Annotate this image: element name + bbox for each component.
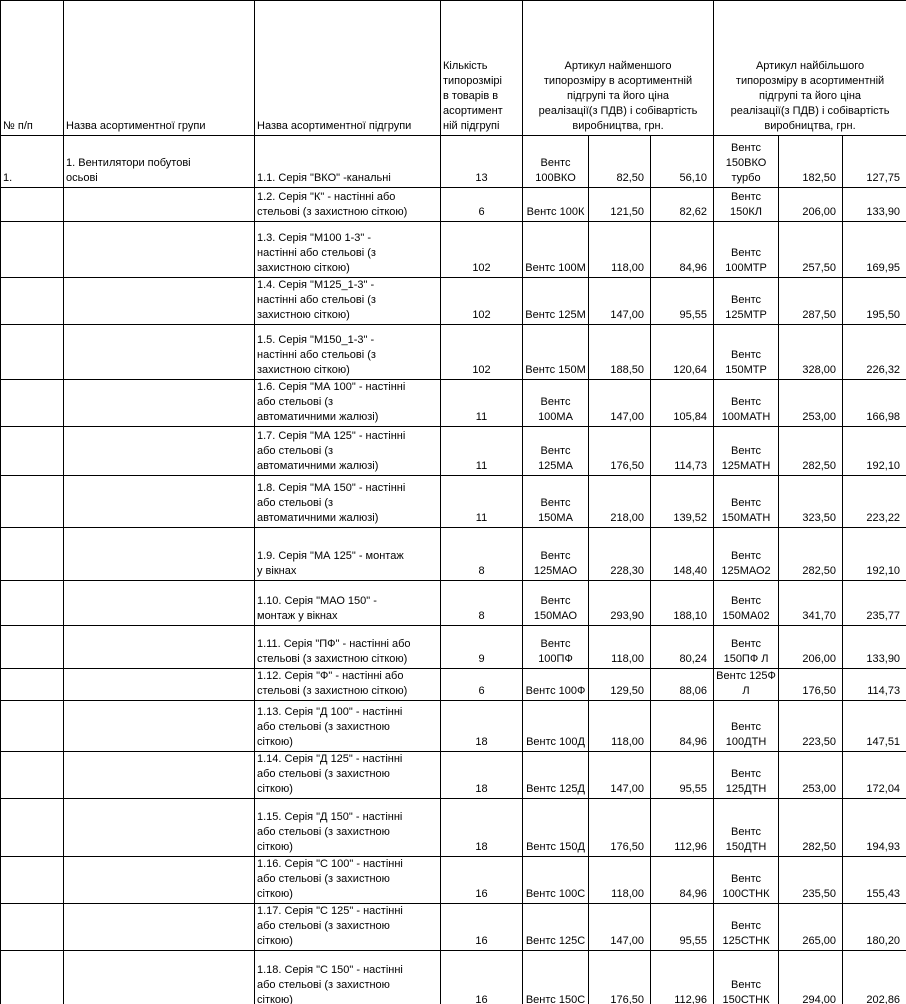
cell-qty: 13	[441, 136, 523, 188]
cell-price-min: 118,00	[589, 857, 651, 904]
cell-price-min: 121,50	[589, 188, 651, 222]
cell-qty: 18	[441, 752, 523, 799]
cell-article-max: Вентс 100МАТН	[714, 380, 779, 427]
cell-cost-min: 84,96	[651, 701, 714, 752]
cell-qty: 18	[441, 799, 523, 857]
cell-subgroup: 1.11. Серія "ПФ" - настінні або стельові (з захистною сіткою)	[255, 626, 441, 669]
cell-article-min: Вентс 100ПФ	[523, 626, 589, 669]
cell-qty: 11	[441, 476, 523, 528]
cell-num	[1, 188, 64, 222]
cell-group	[64, 278, 255, 325]
cell-cost-max: 114,73	[843, 669, 906, 701]
cell-price-min: 218,00	[589, 476, 651, 528]
cell-price-max: 257,50	[779, 222, 843, 278]
cell-cost-max: 169,95	[843, 222, 906, 278]
cell-price-min: 147,00	[589, 278, 651, 325]
cell-cost-max: 223,22	[843, 476, 906, 528]
cell-subgroup: 1.15. Серія "Д 150" - настінні або стельові (з захистною сіткою)	[255, 799, 441, 857]
cell-subgroup: 1.7. Серія "МА 125" - настінні або стельові (з автоматичними жалюзі)	[255, 427, 441, 476]
cell-article-min: Вентс 125М	[523, 278, 589, 325]
cell-num	[1, 626, 64, 669]
cell-price-min: 82,50	[589, 136, 651, 188]
cell-article-max: Вентс 150ПФ Л	[714, 626, 779, 669]
cell-qty: 8	[441, 581, 523, 626]
cell-article-max: Вентс 150ДТН	[714, 799, 779, 857]
cell-num	[1, 278, 64, 325]
table-row	[1, 951, 906, 1004]
cell-subgroup: 1.5. Серія "М150_1-3" - настінні або стельові (з захистною сіткою)	[255, 325, 441, 380]
cell-group	[64, 380, 255, 427]
cell-subgroup: 1.10. Серія "МАО 150" - монтаж у вікнах	[255, 581, 441, 626]
cell-qty: 16	[441, 951, 523, 1004]
cell-article-min: Вентс 100М	[523, 222, 589, 278]
cell-cost-min: 112,96	[651, 799, 714, 857]
cell-price-min: 118,00	[589, 222, 651, 278]
cell-price-min: 228,30	[589, 528, 651, 581]
cell-price-min: 176,50	[589, 799, 651, 857]
cell-subgroup: 1.8. Серія "МА 150" - настінні або стельові (з автоматичними жалюзі)	[255, 476, 441, 528]
cell-num	[1, 581, 64, 626]
cell-price-max: 206,00	[779, 626, 843, 669]
cell-subgroup: 1.18. Серія "С 150" - настінні або стельові (з захистною сіткою)	[255, 951, 441, 1004]
cell-qty: 16	[441, 857, 523, 904]
cell-article-min: Вентс 100МА	[523, 380, 589, 427]
cell-cost-min: 84,96	[651, 222, 714, 278]
table-row	[1, 626, 906, 669]
cell-cost-min: 84,96	[651, 857, 714, 904]
cell-qty: 8	[441, 528, 523, 581]
cell-cost-max: 166,98	[843, 380, 906, 427]
cell-cost-min: 139,52	[651, 476, 714, 528]
cell-price-min: 147,00	[589, 904, 651, 951]
cell-price-min: 147,00	[589, 380, 651, 427]
cell-price-min: 176,50	[589, 427, 651, 476]
cell-article-max: Вентс 150СТНК	[714, 951, 779, 1004]
cell-group	[64, 476, 255, 528]
table-row	[1, 799, 906, 857]
table-row	[1, 701, 906, 752]
cell-qty: 9	[441, 626, 523, 669]
cell-cost-min: 82,62	[651, 188, 714, 222]
cell-group	[64, 528, 255, 581]
cell-qty: 102	[441, 222, 523, 278]
cell-article-max: Вентс 125СТНК	[714, 904, 779, 951]
cell-group	[64, 904, 255, 951]
header-max-article: Артикул найбільшого типорозміру в асортиментній підгрупі та його ціна реалізації(з ПДВ) і собівартість виробництва, грн.	[714, 1, 906, 136]
table-row	[1, 325, 906, 380]
table-row	[1, 427, 906, 476]
cell-price-min: 118,00	[589, 701, 651, 752]
cell-group	[64, 626, 255, 669]
cell-price-min: 129,50	[589, 669, 651, 701]
cell-price-max: 206,00	[779, 188, 843, 222]
cell-price-max: 328,00	[779, 325, 843, 380]
cell-group	[64, 752, 255, 799]
cell-price-min: 188,50	[589, 325, 651, 380]
cell-group: 1. Вентилятори побутові осьові	[64, 136, 255, 188]
cell-article-min: Вентс 100Ф	[523, 669, 589, 701]
cell-subgroup: 1.4. Серія "М125_1-3" - настінні або стельові (з захистною сіткою)	[255, 278, 441, 325]
cell-article-max: Вентс 125МТР	[714, 278, 779, 325]
cell-num	[1, 799, 64, 857]
cell-article-min: Вентс 100С	[523, 857, 589, 904]
cell-article-min: Вентс 150С	[523, 951, 589, 1004]
cell-subgroup: 1.3. Серія "М100 1-3" - настінні або стельові (з захистною сіткою)	[255, 222, 441, 278]
header-num: № п/п	[1, 1, 64, 136]
cell-num: 1.	[1, 136, 64, 188]
table-body	[1, 136, 906, 1004]
cell-qty: 102	[441, 325, 523, 380]
cell-article-max: Вентс 100СТНК	[714, 857, 779, 904]
cell-cost-min: 88,06	[651, 669, 714, 701]
header-row	[1, 1, 906, 136]
cell-group	[64, 427, 255, 476]
cell-cost-min: 80,24	[651, 626, 714, 669]
cell-article-min: Вентс 150МАО	[523, 581, 589, 626]
cell-cost-min: 95,55	[651, 752, 714, 799]
cell-article-min: Вентс 150М	[523, 325, 589, 380]
cell-num	[1, 951, 64, 1004]
cell-cost-min: 56,10	[651, 136, 714, 188]
cell-cost-max: 226,32	[843, 325, 906, 380]
cell-cost-min: 114,73	[651, 427, 714, 476]
table-row	[1, 752, 906, 799]
cell-subgroup: 1.1. Серія "ВКО" -канальні	[255, 136, 441, 188]
cell-num	[1, 857, 64, 904]
cell-article-max: Вентс 100ДТН	[714, 701, 779, 752]
cell-cost-min: 188,10	[651, 581, 714, 626]
table-row	[1, 278, 906, 325]
cell-qty: 11	[441, 427, 523, 476]
cell-article-min: Вентс 100К	[523, 188, 589, 222]
table-row	[1, 528, 906, 581]
cell-group	[64, 857, 255, 904]
cell-article-min: Вентс 125МА	[523, 427, 589, 476]
table-row	[1, 222, 906, 278]
cell-article-min: Вентс 125Д	[523, 752, 589, 799]
header-qty: Кількість типорозмірі в товарів в асортимент ній підгрупі	[441, 1, 523, 136]
cell-subgroup: 1.14. Серія "Д 125" - настінні або стельові (з захистною сіткою)	[255, 752, 441, 799]
cell-cost-min: 95,55	[651, 278, 714, 325]
cell-subgroup: 1.17. Серія "С 125" - настінні або стельові (з захистною сіткою)	[255, 904, 441, 951]
cell-article-max: Вентс 100МТР	[714, 222, 779, 278]
cell-article-min: Вентс 125С	[523, 904, 589, 951]
table-row	[1, 476, 906, 528]
cell-article-min: Вентс 125МАО	[523, 528, 589, 581]
cell-subgroup: 1.13. Серія "Д 100" - настінні або стельові (з захистною сіткою)	[255, 701, 441, 752]
cell-article-min: Вентс 150Д	[523, 799, 589, 857]
cell-price-max: 294,00	[779, 951, 843, 1004]
cell-qty: 6	[441, 669, 523, 701]
cell-group	[64, 951, 255, 1004]
cell-price-max: 182,50	[779, 136, 843, 188]
cell-cost-max: 235,77	[843, 581, 906, 626]
cell-article-max: Вентс 125ДТН	[714, 752, 779, 799]
cell-group	[64, 581, 255, 626]
cell-article-max: Вентс 150МА02	[714, 581, 779, 626]
cell-subgroup: 1.9. Серія "МА 125" - монтаж у вікнах	[255, 528, 441, 581]
cell-num	[1, 476, 64, 528]
cell-cost-min: 112,96	[651, 951, 714, 1004]
cell-cost-max: 133,90	[843, 188, 906, 222]
cell-cost-max: 133,90	[843, 626, 906, 669]
cell-price-max: 253,00	[779, 380, 843, 427]
header-subgroup: Назва асортиментної підгрупи	[255, 1, 441, 136]
cell-num	[1, 427, 64, 476]
cell-cost-max: 202,86	[843, 951, 906, 1004]
cell-article-max: Вентс 150МАТН	[714, 476, 779, 528]
cell-num	[1, 380, 64, 427]
cell-article-max: Вентс 150МТР	[714, 325, 779, 380]
cell-cost-max: 192,10	[843, 528, 906, 581]
cell-price-max: 253,00	[779, 752, 843, 799]
cell-price-max: 282,50	[779, 528, 843, 581]
cell-price-min: 176,50	[589, 951, 651, 1004]
cell-price-max: 265,00	[779, 904, 843, 951]
header-min-article: Артикул найменшого типорозміру в асортиментній підгрупі та його ціна реалізації(з ПДВ) і собівартість виробництва, грн.	[523, 1, 714, 136]
cell-cost-min: 95,55	[651, 904, 714, 951]
cell-subgroup: 1.16. Серія "С 100" - настінні або стельові (з захистною сіткою)	[255, 857, 441, 904]
cell-cost-max: 195,50	[843, 278, 906, 325]
cell-cost-max: 147,51	[843, 701, 906, 752]
cell-price-max: 176,50	[779, 669, 843, 701]
cell-article-max: Вентс 150КЛ	[714, 188, 779, 222]
table-row	[1, 669, 906, 701]
cell-qty: 102	[441, 278, 523, 325]
cell-qty: 6	[441, 188, 523, 222]
cell-subgroup: 1.2. Серія "К" - настінні або стельові (з захистною сіткою)	[255, 188, 441, 222]
cell-article-max: Вентс 125Ф Л	[714, 669, 779, 701]
table-row	[1, 136, 906, 188]
cell-num	[1, 325, 64, 380]
cell-group	[64, 669, 255, 701]
cell-qty: 18	[441, 701, 523, 752]
cell-num	[1, 222, 64, 278]
table-row	[1, 188, 906, 222]
cell-price-max: 235,50	[779, 857, 843, 904]
cell-price-max: 282,50	[779, 427, 843, 476]
cell-num	[1, 669, 64, 701]
cell-group	[64, 799, 255, 857]
cell-price-max: 282,50	[779, 799, 843, 857]
cell-group	[64, 188, 255, 222]
cell-cost-min: 105,84	[651, 380, 714, 427]
cell-subgroup: 1.6. Серія "МА 100" - настінні або стельові (з автоматичними жалюзі)	[255, 380, 441, 427]
cell-cost-min: 120,64	[651, 325, 714, 380]
cell-qty: 11	[441, 380, 523, 427]
cell-article-max: Вентс 125МАТН	[714, 427, 779, 476]
cell-cost-max: 155,43	[843, 857, 906, 904]
cell-cost-max: 180,20	[843, 904, 906, 951]
cell-num	[1, 701, 64, 752]
table-row	[1, 857, 906, 904]
cell-cost-min: 148,40	[651, 528, 714, 581]
table-row	[1, 380, 906, 427]
cell-num	[1, 752, 64, 799]
cell-cost-max: 127,75	[843, 136, 906, 188]
cell-price-max: 323,50	[779, 476, 843, 528]
cell-article-min: Вентс 150МА	[523, 476, 589, 528]
cell-price-max: 223,50	[779, 701, 843, 752]
cell-article-min: Вентс 100ВКО	[523, 136, 589, 188]
cell-price-min: 118,00	[589, 626, 651, 669]
cell-num	[1, 528, 64, 581]
table-row	[1, 904, 906, 951]
cell-cost-max: 194,93	[843, 799, 906, 857]
cell-price-min: 293,90	[589, 581, 651, 626]
cell-group	[64, 222, 255, 278]
cell-price-max: 341,70	[779, 581, 843, 626]
cell-num	[1, 904, 64, 951]
cell-price-max: 287,50	[779, 278, 843, 325]
cell-article-min: Вентс 100Д	[523, 701, 589, 752]
cell-subgroup: 1.12. Серія "Ф" - настінні або стельові (з захистною сіткою)	[255, 669, 441, 701]
cell-price-min: 147,00	[589, 752, 651, 799]
header-group: Назва асортиментної групи	[64, 1, 255, 136]
cell-cost-max: 192,10	[843, 427, 906, 476]
table-row	[1, 581, 906, 626]
cell-group	[64, 325, 255, 380]
cell-group	[64, 701, 255, 752]
cell-qty: 16	[441, 904, 523, 951]
cell-article-max: Вентс 125МАО2	[714, 528, 779, 581]
cell-article-max: Вентс 150ВКО турбо	[714, 136, 779, 188]
cell-cost-max: 172,04	[843, 752, 906, 799]
